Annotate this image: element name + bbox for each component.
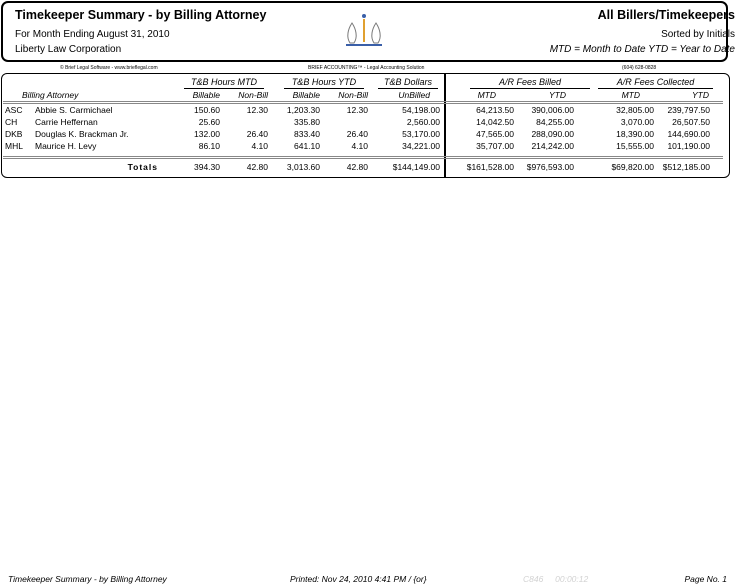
total-mtd-billable: 394.30: [194, 162, 220, 172]
group-underline: [284, 88, 364, 89]
cell-billed-ytd: 288,090.00: [531, 129, 574, 139]
cell-billed-mtd: 64,213.50: [476, 105, 514, 115]
cell-mtd-nonbill: 12.30: [246, 105, 268, 115]
group-underline: [470, 88, 590, 89]
col-collected-ytd: YTD: [692, 90, 709, 100]
cell-collected-mtd: 15,555.00: [616, 141, 654, 151]
cell-ytd-nonbill: 12.30: [346, 105, 368, 115]
cell-ytd-nonbill: 4.10: [351, 141, 368, 151]
cell-mtd-nonbill: 26.40: [246, 129, 268, 139]
table-row: [0, 141, 729, 153]
group-ar-fees-billed: A/R Fees Billed: [498, 77, 562, 87]
header-separator: [3, 101, 723, 102]
cell-mtd-billable: 132.00: [194, 129, 220, 139]
firm-name: Liberty Law Corporation: [15, 44, 122, 55]
total-billed-ytd: $976,593.00: [526, 162, 574, 172]
cell-billed-ytd: 84,255.00: [536, 117, 574, 127]
report-title: Timekeeper Summary - by Billing Attorney: [15, 8, 267, 22]
col-ytd-billable: Billable: [292, 90, 320, 100]
footer-report-code: C846: [523, 574, 544, 584]
cell-billed-ytd: 214,242.00: [531, 141, 574, 151]
cell-collected-mtd: 3,070.00: [620, 117, 654, 127]
cell-unbilled: 53,170.00: [402, 129, 440, 139]
credit-mid: BRIEF ACCOUNTING™ - Legal Accounting Solution: [308, 65, 425, 71]
group-tb-hours-mtd: T&B Hours MTD: [190, 77, 257, 87]
group-underline: [598, 88, 713, 89]
col-unbilled: UnBilled: [398, 90, 430, 100]
col-ytd-nonbill: Non-Bill: [338, 90, 368, 100]
report-period: For Month Ending August 31, 2010: [15, 29, 170, 40]
col-mtd-billable: Billable: [192, 90, 220, 100]
footer-report-name: Timekeeper Summary - by Billing Attorney: [8, 574, 167, 584]
total-ytd-billable: 3,013.60: [286, 162, 320, 172]
col-billing-attorney: Billing Attorney: [22, 90, 79, 100]
row-attorney-name: Maurice H. Levy: [35, 141, 97, 151]
cell-ytd-billable: 335.80: [294, 117, 320, 127]
table-row: [0, 117, 729, 129]
row-attorney-name: Carrie Heffernan: [35, 117, 98, 127]
col-billed-ytd: YTD: [549, 90, 566, 100]
group-tb-hours-ytd: T&B Hours YTD: [291, 77, 357, 87]
table-row: [0, 129, 729, 141]
cell-unbilled: 34,221.00: [402, 141, 440, 151]
col-billed-mtd: MTD: [477, 90, 496, 100]
footer-printed: Printed: Nov 24, 2010 4:41 PM / {or}: [290, 574, 427, 584]
sort-order: Sorted by Initials: [661, 29, 735, 40]
totals-separator: [3, 156, 723, 157]
row-initials: DKB: [5, 129, 23, 139]
credit-left: © Brief Legal Software - www.brieflegal.com: [60, 65, 158, 71]
totals-separator: [3, 158, 723, 159]
table-row: [0, 105, 729, 117]
cell-collected-mtd: 18,390.00: [616, 129, 654, 139]
cell-billed-ytd: 390,006.00: [531, 105, 574, 115]
mtd-ytd-legend: MTD = Month to Date YTD = Year to Date: [549, 44, 735, 55]
scales-of-justice-logo-icon: [344, 13, 384, 49]
cell-unbilled: 54,198.00: [402, 105, 440, 115]
cell-collected-mtd: 32,805.00: [616, 105, 654, 115]
report-scope: All Billers/Timekeepers: [597, 8, 735, 22]
cell-billed-mtd: 35,707.00: [476, 141, 514, 151]
footer-code: [523, 574, 588, 584]
cell-billed-mtd: 47,565.00: [476, 129, 514, 139]
cell-collected-ytd: 239,797.50: [667, 105, 710, 115]
cell-mtd-billable: 86.10: [198, 141, 220, 151]
total-collected-ytd: $512,185.00: [662, 162, 710, 172]
row-attorney-name: Douglas K. Brackman Jr.: [35, 129, 129, 139]
total-mtd-nonbill: 42.80: [246, 162, 268, 172]
group-underline: [184, 88, 264, 89]
cell-ytd-billable: 1,203.30: [286, 105, 320, 115]
cell-collected-ytd: 101,190.00: [667, 141, 710, 151]
cell-collected-ytd: 26,507.50: [672, 117, 710, 127]
total-unbilled: $144,149.00: [392, 162, 440, 172]
header-separator: [3, 103, 723, 104]
footer-elapsed: 00:00:12: [555, 574, 589, 584]
row-attorney-name: Abbie S. Carmichael: [35, 105, 113, 115]
totals-row: [0, 162, 729, 174]
footer-page-number: Page No. 1: [684, 574, 727, 584]
total-ytd-nonbill: 42.80: [346, 162, 368, 172]
cell-ytd-billable: 641.10: [294, 141, 320, 151]
cell-ytd-nonbill: 26.40: [346, 129, 368, 139]
row-initials: CH: [5, 117, 18, 127]
group-ar-fees-collected: A/R Fees Collected: [616, 77, 695, 87]
cell-mtd-billable: 25.60: [198, 117, 220, 127]
cell-mtd-billable: 150.60: [194, 105, 220, 115]
cell-collected-ytd: 144,690.00: [667, 129, 710, 139]
row-initials: ASC: [5, 105, 23, 115]
cell-unbilled: 2,560.00: [406, 117, 440, 127]
total-collected-mtd: $69,820.00: [611, 162, 654, 172]
totals-label: Totals: [127, 162, 158, 172]
row-initials: MHL: [5, 141, 23, 151]
credit-phone: (604) 628-0828: [622, 65, 657, 71]
col-mtd-nonbill: Non-Bill: [238, 90, 268, 100]
group-tb-dollars: T&B Dollars: [383, 77, 432, 87]
total-billed-mtd: $161,528.00: [466, 162, 514, 172]
cell-mtd-nonbill: 4.10: [251, 141, 268, 151]
cell-ytd-billable: 833.40: [294, 129, 320, 139]
cell-billed-mtd: 14,042.50: [476, 117, 514, 127]
col-collected-mtd: MTD: [621, 90, 640, 100]
group-underline: [378, 88, 438, 89]
